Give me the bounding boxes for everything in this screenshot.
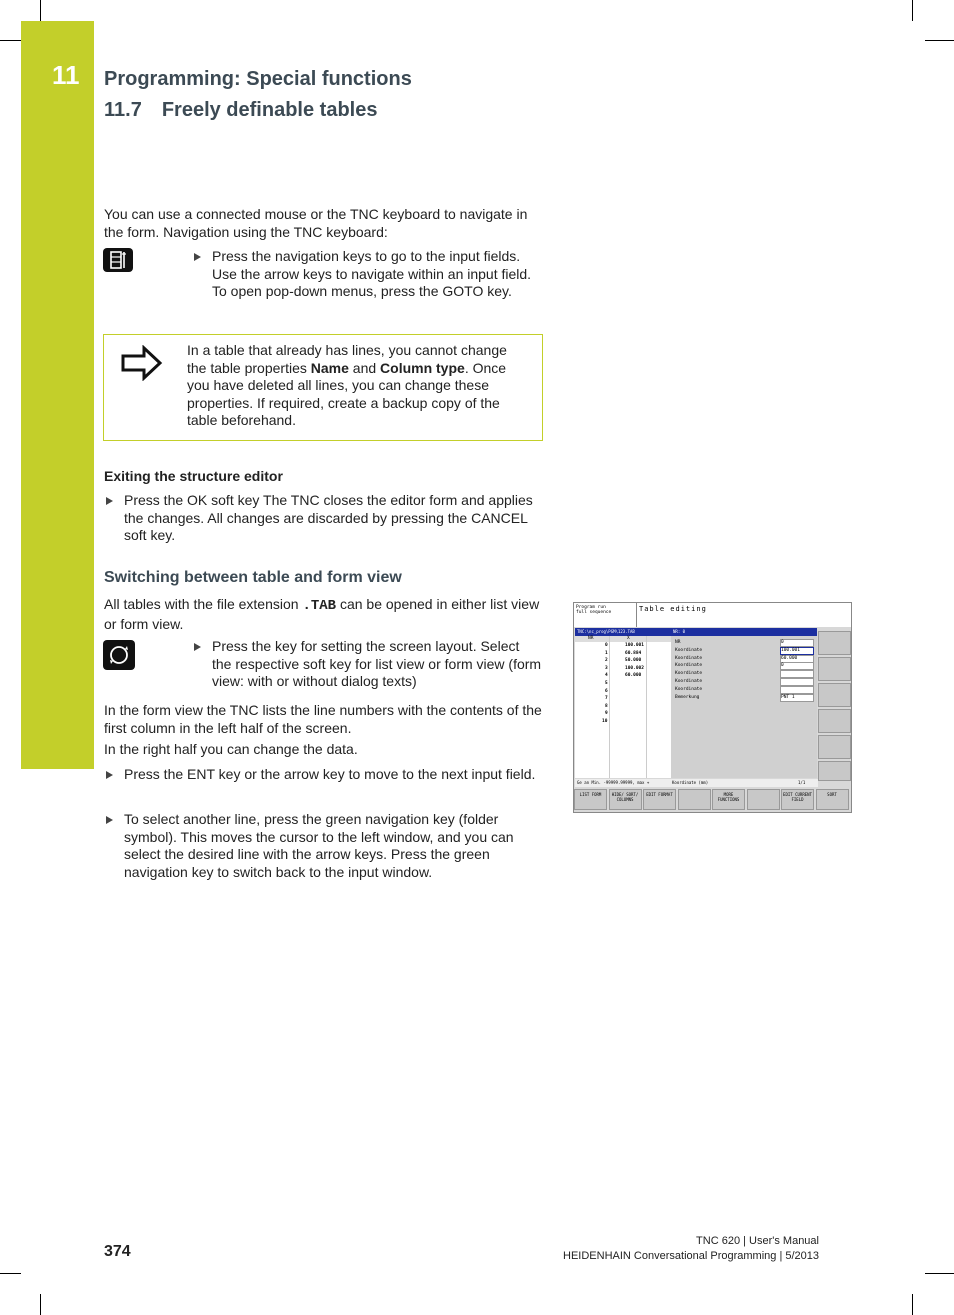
layout-bullet: Press the key for setting the screen layout. Select the respective soft key for list view or form view (form view: with or without dialog texts) xyxy=(212,638,542,689)
section-title: Freely definable tables xyxy=(161,99,378,121)
bullet-arrow-icon xyxy=(194,643,201,651)
softkey[interactable]: SORT xyxy=(816,789,849,810)
mode-area xyxy=(574,603,637,627)
row-nr: 7 xyxy=(605,696,608,702)
chapter-title: Programming: Special functions xyxy=(104,68,412,90)
form-label: Bemerkung xyxy=(675,694,700,700)
screen-layout-icon xyxy=(103,640,135,670)
formview-paragraph-2: In the right half you can change the data. xyxy=(104,741,358,757)
footer-line-1: TNC 620 | User's Manual xyxy=(696,1235,819,1247)
form-label: Koordinate xyxy=(675,655,703,661)
row-nr: 10 xyxy=(602,719,608,724)
select-bullet: To select another line, press the green navigation key (folder symbol). This moves the cursor to the left window, and you can select the desired line with the arrow keys. Press the green navigation key to switch back to the input window. xyxy=(124,811,514,880)
note-term-name: Name xyxy=(310,359,349,376)
path-text: TNC:\nc_prog\PGM\123.TAB xyxy=(577,629,635,634)
row-nr: 4 xyxy=(605,673,608,679)
form-panel xyxy=(671,636,817,778)
softkey[interactable] xyxy=(747,789,780,810)
bullet-arrow-icon xyxy=(194,253,201,261)
page-number: 374 xyxy=(104,1243,131,1260)
exit-heading: Exiting the structure editor xyxy=(104,468,283,484)
form-value-field[interactable] xyxy=(780,670,814,678)
vertical-softkey[interactable] xyxy=(818,735,851,759)
status-mid: Koordinate (mm) xyxy=(672,780,709,785)
tnc-screenshot xyxy=(573,602,852,813)
form-value-field[interactable]: 0 xyxy=(780,662,814,670)
file-extension: .TAB xyxy=(302,598,337,614)
note-text-pre: In a table that already has lines, you cannot change the table properties xyxy=(187,342,507,376)
softkey[interactable]: LIST FORM xyxy=(574,789,607,810)
switch-heading: Switching between table and form view xyxy=(104,569,402,586)
formview-paragraph-1: In the form view the TNC lists the line numbers with the contents of the first column in the left half of the screen. xyxy=(104,702,542,736)
form-header-bar xyxy=(671,628,817,636)
section-number: 11.7 xyxy=(104,99,142,121)
form-label: NR xyxy=(675,640,681,645)
vertical-softkeys xyxy=(818,631,850,781)
crop-mark xyxy=(912,0,913,21)
note-arrow-icon xyxy=(120,345,164,381)
form-label: Koordinate xyxy=(675,679,703,684)
row-x: 100.001 xyxy=(625,643,644,648)
softkey[interactable] xyxy=(678,789,711,810)
row-nr: 6 xyxy=(605,688,608,694)
note-box xyxy=(103,334,543,441)
form-value-field[interactable]: 60.000 xyxy=(780,655,814,663)
vertical-softkey[interactable] xyxy=(818,683,851,707)
nav-bullet: Press the navigation keys to go to the input fields. Use the arrow keys to navigate within an input field. To open pop-down menus, press the GOTO key. xyxy=(212,248,532,299)
vertical-softkey[interactable] xyxy=(818,631,851,655)
form-grid-icon xyxy=(103,248,133,272)
note-text-post: . Once you have deleted all lines, you can change these properties. If required, create a backup copy of the table beforehand. xyxy=(187,359,507,428)
status-line xyxy=(575,779,818,787)
chapter-tab xyxy=(21,21,94,769)
mode-line-2: full sequence xyxy=(576,610,612,615)
vertical-softkey[interactable] xyxy=(818,657,851,681)
switch-paragraph xyxy=(104,596,544,633)
bullet-arrow-icon xyxy=(106,497,113,505)
row-nr: 1 xyxy=(605,650,608,656)
switch-text-pre: All tables with the file extension xyxy=(104,596,303,612)
screen-title: Table editing xyxy=(639,605,707,613)
form-value-field[interactable]: PNT 1 xyxy=(780,694,814,702)
navigation-key-icon xyxy=(103,248,133,272)
vertical-softkey[interactable] xyxy=(818,761,851,781)
ent-bullet: Press the ENT key or the arrow key to move to the next input field. xyxy=(124,766,536,782)
form-value-field[interactable] xyxy=(780,686,814,694)
softkey[interactable]: EDIT CURRENT FIELD xyxy=(781,789,814,810)
row-x: 60.884 xyxy=(625,650,642,656)
intro-paragraph: You can use a connected mouse or the TNC keyboard to navigate in the form. Navigation using the TNC keyboard: xyxy=(104,206,528,240)
list-column-lines xyxy=(609,636,647,778)
form-label: Koordinate xyxy=(675,647,703,653)
softkey[interactable]: EDIT FORMAT xyxy=(643,789,676,810)
row-nr: 2 xyxy=(605,658,608,664)
crop-mark xyxy=(0,40,21,41)
nr-header: NR xyxy=(588,636,594,641)
row-nr: 8 xyxy=(605,703,608,709)
row-x: 100.002 xyxy=(625,665,644,671)
status-page: 1/1 xyxy=(798,780,806,785)
form-value-field[interactable] xyxy=(780,678,814,686)
form-label: Koordinate xyxy=(675,671,703,677)
note-text-and: and xyxy=(348,359,381,376)
chapter-number: 11 xyxy=(52,60,80,90)
vertical-softkey[interactable] xyxy=(818,709,851,733)
form-value-field[interactable]: 0 xyxy=(780,639,814,647)
crop-mark xyxy=(925,1273,954,1274)
mode-line-1: Program run xyxy=(576,605,606,610)
crop-mark xyxy=(40,0,41,21)
form-label: Koordinate xyxy=(675,686,703,692)
softkey-row xyxy=(574,789,851,812)
bullet-arrow-icon xyxy=(106,816,113,824)
bullet-arrow-icon xyxy=(106,771,113,779)
form-label: Koordinate xyxy=(675,663,703,669)
note-text xyxy=(187,342,527,430)
row-x: 50.000 xyxy=(625,658,642,664)
softkey[interactable]: MORE FUNCTIONS xyxy=(712,789,745,810)
row-nr: 0 xyxy=(605,643,608,648)
section-heading xyxy=(104,99,377,122)
row-nr: 5 xyxy=(605,681,608,686)
row-x: 60.000 xyxy=(625,673,642,679)
screen-layout-key-icon xyxy=(103,640,135,670)
crop-mark xyxy=(912,1294,913,1315)
crop-mark xyxy=(40,1294,41,1315)
form-value-field[interactable]: 100.001 xyxy=(780,647,814,655)
path-bar xyxy=(575,628,671,636)
crop-mark xyxy=(925,40,954,41)
exit-bullet: Press the OK soft key The TNC closes the editor form and applies the changes. All changes are discarded by pressing the CANCEL soft key. xyxy=(124,492,533,543)
footer-line-2: HEIDENHAIN Conversational Programming | 5/2013 xyxy=(563,1250,819,1262)
row-nr: 3 xyxy=(605,665,608,671)
row-nr: 9 xyxy=(605,711,608,717)
crop-mark xyxy=(0,1273,21,1274)
switch-text-post: can be opened in either list view or form view. xyxy=(104,596,540,632)
form-header: NR: 0 xyxy=(673,629,686,634)
status-left: Ge an Min. -99999.99999, max + xyxy=(577,780,650,785)
title-area xyxy=(637,603,851,627)
note-term-column-type: Column type xyxy=(380,359,465,376)
x-header: X xyxy=(627,636,630,641)
softkey[interactable]: HIDE/ SORT/ COLUMNS xyxy=(609,789,642,810)
